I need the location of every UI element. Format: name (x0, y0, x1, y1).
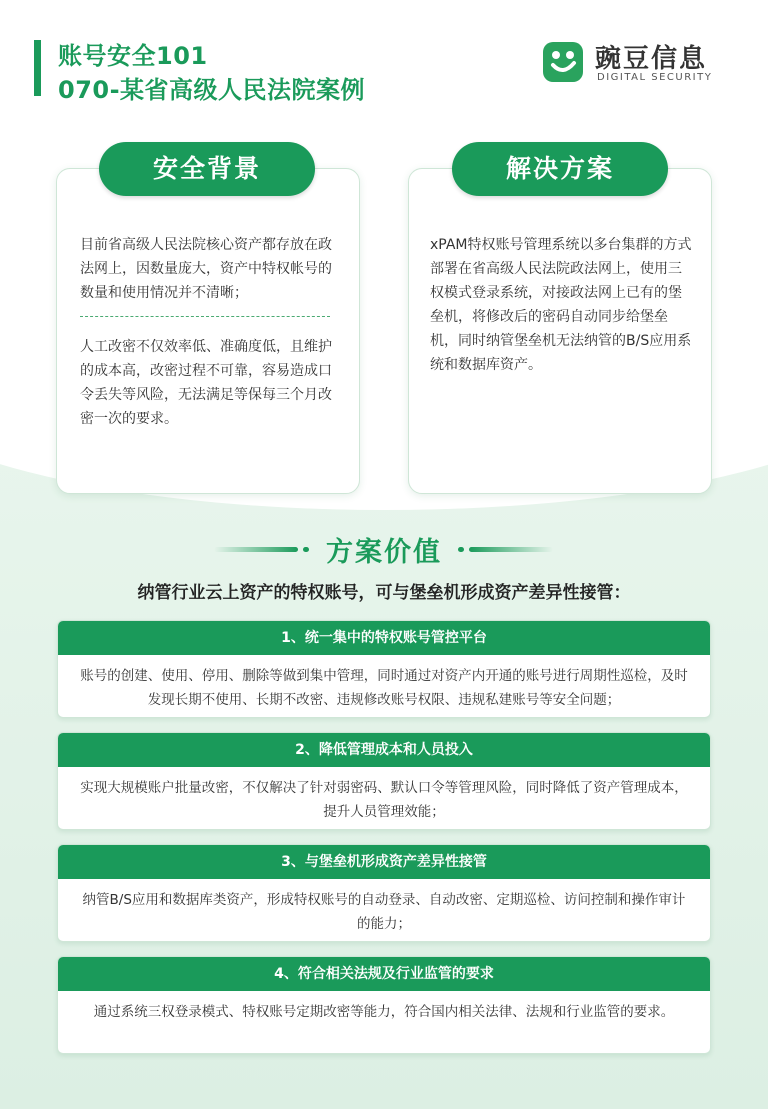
value-item-heading: 2、降低管理成本和人员投入 (58, 733, 710, 767)
value-item (57, 732, 711, 830)
value-item-heading: 3、与堡垒机形成资产差异性接管 (58, 845, 710, 879)
section-subtitle: 纳管行业云上资产的特权账号，可与堡垒机形成资产差异性接管： (137, 583, 631, 603)
logo-name: 豌豆信息 (595, 44, 708, 74)
page-title-line2: 070-某省高级人民法院案例 (58, 76, 366, 104)
section-title: 方案价值 (326, 537, 442, 568)
value-item (57, 956, 711, 1054)
company-logo (543, 40, 733, 86)
solution-card-label: 解决方案 (452, 142, 668, 196)
value-item (57, 844, 711, 942)
value-item-body: 纳管B/S应用和数据库类资产，形成特权账号的自动登录、自动改密、定期巡检、访问控制和操作审计的能力； (82, 892, 686, 932)
background-para1: 目前省高级人民法院核心资产都存放在政法网上，因数量庞大，资产中特权帐号的数量和使用情况并不清晰； (80, 237, 332, 301)
value-item-body: 通过系统三权登录模式、特权账号定期改密等能力，符合国内相关法律、法规和行业监管的要求。 (93, 1004, 675, 1020)
value-item-body: 账号的创建、使用、停用、删除等做到集中管理，同时通过对资产内开通的账号进行周期性巡检，及时发现长期不使用、长期不改密、违规修改账号权限、违规私建账号等安全问题； (80, 668, 688, 708)
value-item (57, 620, 711, 718)
value-item-heading: 4、符合相关法规及行业监管的要求 (58, 957, 710, 991)
page-title-line1: 账号安全101 (58, 42, 208, 70)
background-card (56, 168, 360, 494)
logo-mark-icon (543, 42, 583, 82)
background-card-label: 安全背景 (99, 142, 315, 196)
logo-subtitle: DIGITAL SECURITY (597, 72, 713, 83)
divider (80, 316, 330, 317)
title-accent-bar (34, 40, 41, 96)
solution-para1: xPAM特权账号管理系统以多台集群的方式部署在省高级人民法院政法网上，使用三权模式登录系统，对接政法网上已有的堡垒机，将修改后的密码自动同步给堡垒机，同时纳管堡垒机无法纳管的B/S应用系统和数据库资产。 (430, 237, 692, 373)
value-item-heading: 1、统一集中的特权账号管控平台 (58, 621, 710, 655)
background-para2: 人工改密不仅效率低、准确度低，且维护的成本高，改密过程不可靠，容易造成口令丢失等风险，无法满足等保每三个月改密一次的要求。 (80, 339, 332, 427)
value-item-body: 实现大规模账户批量改密，不仅解决了针对弱密码、默认口令等管理风险，同时降低了资产管理成本，提升人员管理效能； (80, 780, 688, 820)
